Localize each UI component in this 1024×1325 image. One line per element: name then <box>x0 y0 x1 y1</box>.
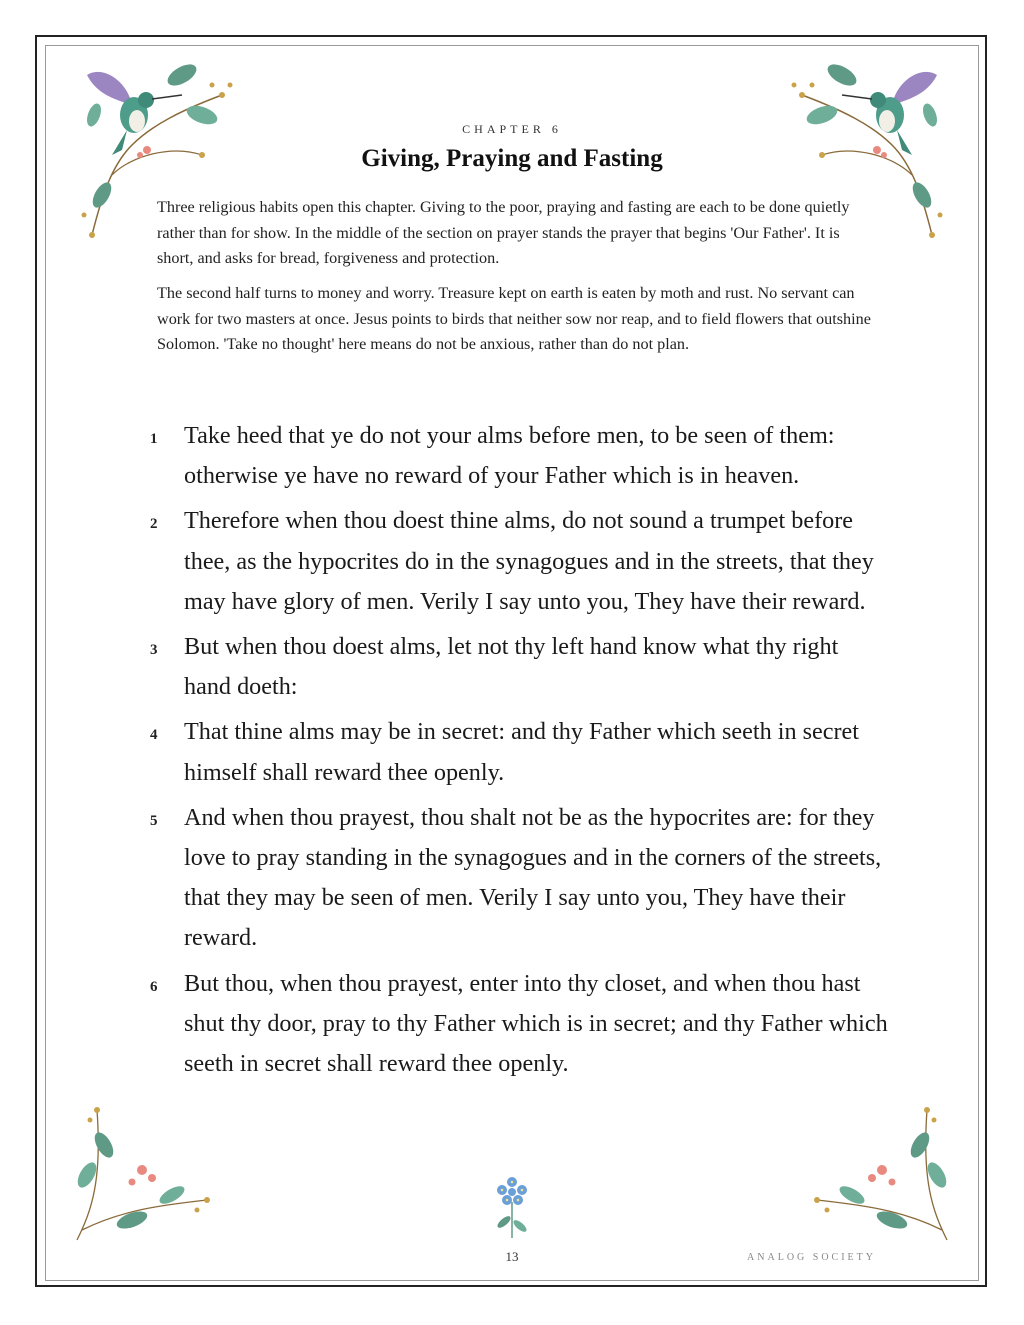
verse-text: But when thou doest alms, let not thy left hand know what thy right hand doeth: <box>184 633 839 701</box>
floral-sprig-icon <box>72 1100 212 1245</box>
verse <box>148 964 888 1085</box>
brand-name: ANALOG SOCIETY <box>747 1252 876 1263</box>
verse <box>148 627 888 707</box>
verse-number: 3 <box>150 642 158 659</box>
verse-list <box>148 416 888 1089</box>
verse <box>148 416 888 496</box>
page-number: 13 <box>505 1249 519 1264</box>
verse-text: That thine alms may be in secret: and thy Father which seeth in secret himself shall reward thee openly. <box>184 718 860 786</box>
verse-number: 4 <box>150 727 158 744</box>
verse-text: But thou, when thou prayest, enter into thy closet, and when thou hast shut thy door, pray to thy Father which is in secret; and thy Father which seeth in secret shall reward thee openly. <box>184 969 888 1078</box>
intro-paragraph: Three religious habits open this chapter. Giving to the poor, praying and fasting are each to be done quietly rather than for show. In the middle of the section on prayer stands the prayer that begins 'Our Father'. It is short, and asks for bread, forgiveness and protection. <box>157 198 850 268</box>
verse <box>148 501 888 622</box>
floral-sprig-icon <box>812 1100 952 1245</box>
verse-number: 1 <box>150 431 158 447</box>
chapter-title: Giving, Praying and Fasting <box>361 145 663 172</box>
verse <box>148 798 888 959</box>
intro-paragraph: The second half turns to money and worry. Treasure kept on earth is eaten by moth and rust. No servant can work for two masters at once. Jesus points to birds that neither sow nor reap, and to field flowers that outshine Solomon. 'Take no thought' here means do not be anxious, rather than do not plan. <box>157 284 871 354</box>
verse-number: 5 <box>150 812 158 829</box>
forget-me-not-icon <box>488 1172 536 1245</box>
verse-number: 2 <box>150 516 158 533</box>
verse-number: 6 <box>150 978 158 995</box>
verse-text: And when thou prayest, thou shalt not be as the hypocrites are: for they love to pray standing in the synagogues and in the corners of the streets, that they may be seen of men. Verily I say unto you, They have their reward. <box>184 803 882 952</box>
chapter-label: CHAPTER 6 <box>462 122 562 136</box>
verse-text: Take heed that ye do not your alms before men, to be seen of them: otherwise ye have no reward of your Father which is in heaven. <box>184 422 835 490</box>
verse-text: Therefore when thou doest thine alms, do not sound a trumpet before thee, as the hypocrites do in the synagogues and in the streets, that they may have glory of men. Verily I say unto you, They have their reward. <box>184 507 874 615</box>
verse <box>148 712 888 792</box>
